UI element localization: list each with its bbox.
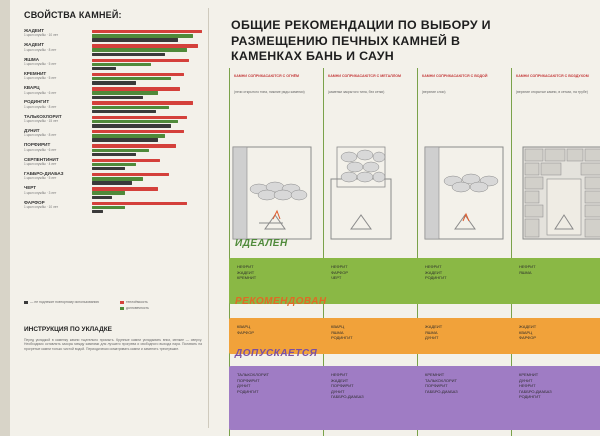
instruction-text: Перед укладкой в каменку камни тщательно промыть. Крупные камни укладывать вниз, мелкие — сверху. Необходимо оставлять зазоры между камнями для лучшего прогрева и свободного выхода пара. Поливать на прогретые камни только чистой водой. Периодически осматривать камни и заменять треснувшие. [24,338,202,351]
stone-recommendation: ЖАДЕИТ [425,324,443,329]
legend-swatch-durability [120,307,124,310]
stone-name: РОДИНГИТ [24,99,50,105]
stove-illustrations [229,138,600,248]
stone-service-life: 1 цикл службы · 10 лет [24,204,59,209]
durability-bar [92,134,165,137]
stone-recommendation: КРЕМНИТ [425,372,445,377]
durability-bar [92,77,171,80]
stone-recommendation: КВАРЦ [519,329,533,335]
stone-name: КВАРЦ [24,85,40,91]
reuse-bar [92,181,132,184]
stone-recommendation: НЕФРИТ [331,372,348,377]
stone-recommendation: ГАББРО-ДИАБАЗ [519,388,552,394]
legend-swatch-reuse [24,301,28,304]
stone-name: ЧЕРТ [24,185,37,191]
stone-properties-panel [24,10,204,430]
stone-name: ЖАДЕИТ [24,28,45,33]
column-head: КАМНИ СОПРИКАСАЮТСЯ С МЕТАЛЛОМ [328,74,402,78]
stone-recommendation: КРЕМНИТ [519,372,539,377]
column-desc: (каменки закрытого типа, без сетки) [328,90,385,94]
stone-property-row [24,128,204,142]
legend-item-durability: долговечность [126,306,149,310]
stone-recommendation: ДУНИТ [425,335,439,341]
stone-recommendation: НЕФРИТ [519,383,536,389]
stone-property-row [24,142,204,156]
stone-recommendation: КВАРЦ [237,324,251,329]
stone-property-row [24,157,204,171]
heat-capacity-bar [92,159,160,162]
heat-capacity-bar [92,130,184,133]
stone-recommendation: ТАЛЬКОХЛОРИТ [425,377,457,383]
stone-recommendation: НЕФРИТ [519,264,536,269]
stone-service-life: 1 цикл службы · 8 лет [24,47,57,52]
stone-recommendation: ЯШМА [425,329,438,335]
stone-recommendation: КРЕМНИТ [237,275,257,281]
reuse-bar [92,124,171,127]
durability-bar [92,120,178,123]
stone-name: КРЕМНИТ [24,70,47,76]
durability-bar [92,206,125,209]
heat-capacity-bar [92,44,198,47]
stone-service-life: 1 цикл службы · 5 лет [24,76,57,81]
stone-service-life: 1 цикл службы · 3 лет [24,190,57,195]
reuse-bar [92,153,136,156]
legend-item-reuse: — не подлежит повторному использованию [30,300,99,304]
stone-recommendation: ДУНИТ [331,388,345,394]
stone-recommendation: ПОРФИРИТ [331,383,354,389]
stone-recommendation: ЖАДЕИТ [237,269,255,275]
properties-heading: СВОЙСТВА КАМНЕЙ: [24,10,122,20]
durability-bar [92,91,158,94]
heat-capacity-bar [92,30,202,33]
stove-air-illustration [523,147,600,239]
legend-swatch-heat [120,301,124,304]
stone-recommendation: НЕФРИТ [425,264,442,269]
reuse-bar [92,167,125,170]
band-title: РЕКОМЕНДОВАН [235,296,327,307]
stone-service-life: 1 цикл службы · 6 лет [24,90,57,95]
band-title: ДОПУСКАЕТСЯ [235,348,318,359]
stone-name: СЕРПЕНТИНИТ [24,156,59,162]
page-title: ОБЩИЕ РЕКОМЕНДАЦИИ ПО ВЫБОРУ И РАЗМЕЩЕНИЮ ПЕЧНЫХ КАМНЕЙ В КАМЕНКАХ БАНЬ И САУН [231,18,491,63]
stone-recommendation: ФАРФОР [331,269,349,275]
stone-property-row [24,185,204,199]
column-head: КАМНИ СОПРИКАСАЮТСЯ С ВОДОЙ [422,74,488,78]
stone-property-list [24,28,204,214]
stone-property-row [24,57,204,71]
stone-recommendation: ЯШМА [331,329,344,335]
stone-service-life: 1 цикл службы · 8 лет [24,133,57,138]
stone-service-life: 1 цикл службы · 8 лет [24,104,57,109]
legend [24,300,204,320]
stone-recommendation: РОДИНГИТ [425,275,447,281]
stone-service-life: 1 цикл службы · 6 лет [24,147,57,152]
reuse-bar [92,81,136,84]
stone-recommendation: РОДИНГИТ [331,335,353,341]
stove-water-illustration [425,147,503,239]
stone-recommendation: ФАРФОР [519,335,537,341]
column-desc: (верхние слои) [422,90,446,94]
stone-name: ПОРФИРИТ [24,142,51,148]
stone-service-life: 1 цикл службы · 10 лет [24,33,59,38]
stone-recommendation: ЖАДЕИТ [425,269,443,275]
panel-divider [208,8,209,428]
durability-bar [92,163,136,166]
instruction-title: ИНСТРУКЦИЯ ПО УКЛАДКЕ [24,326,113,333]
stone-service-life: 1 цикл службы · 5 лет [24,61,57,66]
stone-property-row [24,85,204,99]
stone-service-life: 1 цикл службы · 15 лет [24,119,59,124]
stone-recommendation: ЯШМА [519,269,532,275]
stone-name: ЖАДЕИТ [24,42,45,48]
column-head: КАМНИ СОПРИКАСАЮТСЯ С ВОЗДУХОМ [516,74,589,78]
stone-service-life: 1 цикл службы · 5 лет [24,176,57,181]
durability-bar [92,149,149,152]
stone-recommendation: ЖАДЕИТ [331,377,349,383]
stone-recommendation: РОДИНГИТ [519,394,541,400]
column-head: КАМНИ СОПРИКАСАЮТСЯ С ОГНЁМ [234,74,300,78]
stone-recommendation: НЕФРИТ [237,264,254,269]
stone-name: ФАРФОР [24,199,45,205]
stone-name: ТАЛЬКОХЛОРИТ [24,113,62,119]
recommendations-panel [215,0,600,436]
stone-recommendation: ПОРФИРИТ [425,383,448,389]
reuse-bar [92,110,156,113]
heat-capacity-bar [92,73,184,76]
stone-name: ЯШМА [24,56,40,62]
heat-capacity-bar [92,116,187,119]
durability-bar [92,106,169,109]
reuse-bar [92,53,165,56]
reuse-bar [92,67,116,70]
reuse-bar [92,38,178,41]
heat-capacity-bar [92,144,176,147]
reuse-bar [92,210,103,213]
stone-property-row [24,42,204,56]
heat-capacity-bar [92,173,169,176]
heat-capacity-bar [92,101,193,104]
band-title: ИДЕАЛЕН [235,238,288,249]
stove-metal-illustration [331,147,391,239]
heat-capacity-bar [92,187,158,190]
reuse-bar [92,96,143,99]
stone-recommendation: КВАРЦ [331,324,345,329]
durability-bar [92,48,187,51]
durability-bar [92,191,125,194]
stone-property-row [24,114,204,128]
stone-service-life: 1 цикл службы · 4 лет [24,162,57,167]
heat-capacity-bar [92,202,187,205]
column-desc: (верхние открытые камни, в сетках, на трубе) [516,90,588,94]
heat-capacity-bar [92,59,189,62]
column-desc: (печи открытого типа, нижние ряды каменки) [234,90,305,94]
stone-name: ГАББРО-ДИАБАЗ [24,170,64,176]
band-box [229,366,600,430]
stone-recommendation: РОДИНГИТ [237,388,259,394]
stove-fire-illustration [233,147,311,239]
stone-property-row [24,71,204,85]
stone-recommendation: ЧЕРТ [331,275,342,281]
stone-recommendation: ГАББРО-ДИАБАЗ [331,394,364,400]
stone-recommendation: ЖАДЕИТ [519,324,537,329]
stone-recommendation: ФАРФОР [237,329,255,335]
durability-bar [92,177,143,180]
reuse-bar [92,138,158,141]
stone-name: ДУНИТ [24,128,40,134]
stone-property-row [24,200,204,214]
stone-property-row [24,171,204,185]
stone-recommendation: ДУНИТ [519,377,533,383]
stone-recommendation: ГАББРО-ДИАБАЗ [425,388,458,394]
stone-recommendation: НЕФРИТ [331,264,348,269]
durability-bar [92,34,193,37]
stone-recommendation: ПОРФИРИТ [237,377,260,383]
stone-recommendation: ТАЛЬКОХЛОРИТ [237,372,269,377]
stone-recommendation: ДУНИТ [237,383,251,389]
durability-bar [92,63,151,66]
heat-capacity-bar [92,87,180,90]
legend-item-heat: теплоёмкость [126,300,148,304]
reuse-bar [92,196,112,199]
stone-property-row [24,99,204,113]
stone-property-row [24,28,204,42]
